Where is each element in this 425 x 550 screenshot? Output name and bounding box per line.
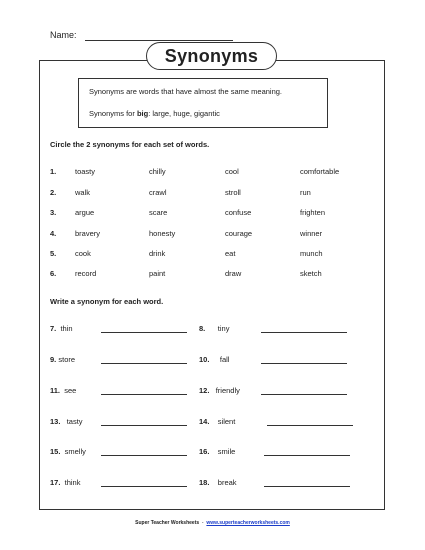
word-set-row (0, 188, 425, 200)
answer-line[interactable] (101, 363, 187, 364)
word-choice[interactable]: stroll (225, 188, 241, 197)
synonym-item (50, 386, 76, 398)
synonym-item (50, 355, 75, 367)
answer-line[interactable] (264, 455, 350, 456)
synonym-item (199, 355, 229, 367)
word-choice[interactable]: confuse (225, 208, 252, 217)
word-choice[interactable]: drink (149, 249, 166, 258)
item-number: 11. (50, 386, 61, 395)
answer-line[interactable] (101, 455, 187, 456)
word-choice[interactable]: munch (300, 249, 323, 258)
item-word: see (64, 386, 77, 395)
example-synonyms: : large, huge, gigantic (148, 109, 220, 118)
word-choice[interactable]: paint (149, 269, 166, 278)
example-word: big (136, 109, 149, 118)
word-choice[interactable]: eat (225, 249, 236, 258)
answer-line[interactable] (101, 486, 187, 487)
word-choice[interactable]: comfortable (300, 167, 340, 176)
answer-line[interactable] (101, 394, 187, 395)
synonym-item (50, 478, 80, 490)
synonym-item (199, 447, 235, 459)
word-choice[interactable]: run (300, 188, 311, 197)
item-word: think (64, 478, 81, 487)
word-set-row (0, 208, 425, 220)
word-choice[interactable]: sketch (300, 269, 322, 278)
answer-line[interactable] (267, 425, 353, 426)
answer-line[interactable] (264, 486, 350, 487)
word-set-row (0, 167, 425, 179)
synonym-item (199, 324, 229, 336)
word-choice[interactable]: frighten (300, 208, 326, 217)
item-number: 13. (50, 417, 61, 426)
synonym-item (50, 447, 86, 459)
item-word: thin (60, 324, 73, 333)
row-number: 2. (50, 188, 57, 197)
synonym-item (199, 478, 237, 490)
name-field[interactable] (85, 40, 233, 41)
footer (0, 520, 425, 526)
item-word: smile (217, 447, 236, 456)
word-choice[interactable]: courage (225, 229, 253, 238)
word-choice[interactable]: scare (149, 208, 168, 217)
word-set-row (0, 249, 425, 261)
part1-instruction: Circle the 2 synonyms for each set of words. (50, 140, 210, 149)
word-choice[interactable]: draw (225, 269, 242, 278)
row-number: 6. (50, 269, 57, 278)
item-word: tiny (217, 324, 230, 333)
word-choice[interactable]: argue (75, 208, 95, 217)
row-number: 3. (50, 208, 57, 217)
item-word: smelly (64, 447, 86, 456)
answer-line[interactable] (261, 332, 347, 333)
word-choice[interactable]: walk (75, 188, 91, 197)
row-number: 1. (50, 167, 57, 176)
word-choice[interactable]: crawl (149, 188, 167, 197)
synonym-item (50, 417, 83, 429)
answer-line[interactable] (261, 363, 347, 364)
item-number: 18. (199, 478, 210, 487)
answer-line[interactable] (261, 394, 347, 395)
footer-brand: Super Teacher Worksheets (135, 520, 200, 526)
row-number: 4. (50, 229, 57, 238)
item-number: 10. (199, 355, 210, 364)
item-word: fall (219, 355, 230, 364)
item-number: 12. (199, 386, 210, 395)
word-choice[interactable]: cook (75, 249, 91, 258)
word-choice[interactable]: honesty (149, 229, 176, 238)
word-choice[interactable]: record (75, 269, 97, 278)
item-number: 15. (50, 447, 61, 456)
definition-text: Synonyms are words that have almost the same meaning. (89, 87, 283, 96)
word-choice[interactable]: chilly (149, 167, 166, 176)
item-number: 8. (199, 324, 206, 333)
answer-line[interactable] (101, 425, 187, 426)
word-choice[interactable]: bravery (75, 229, 101, 238)
item-number: 14. (199, 417, 210, 426)
item-number: 17. (50, 478, 61, 487)
synonym-item (199, 417, 235, 429)
item-word: store (58, 355, 76, 364)
part2-instruction: Write a synonym for each word. (50, 297, 164, 306)
item-word: silent (217, 417, 236, 426)
item-word: friendly (215, 386, 240, 395)
footer-link[interactable]: www.superteacherworksheets.com (206, 520, 290, 526)
answer-line[interactable] (101, 332, 187, 333)
item-number: 9. (50, 355, 57, 364)
name-label: Name: (50, 30, 77, 40)
word-choice[interactable]: cool (225, 167, 239, 176)
word-set-row (0, 229, 425, 241)
word-choice[interactable]: winner (300, 229, 323, 238)
item-number: 16. (199, 447, 210, 456)
example-text (89, 109, 220, 118)
footer-separator: - (199, 520, 207, 526)
item-word: break (217, 478, 237, 487)
item-word: tasty (66, 417, 83, 426)
word-set-row (0, 269, 425, 281)
synonym-item (199, 386, 240, 398)
word-choice[interactable]: toasty (75, 167, 96, 176)
definition-box (78, 78, 328, 128)
synonym-item (50, 324, 73, 336)
worksheet-title: Synonyms (146, 42, 277, 70)
example-prefix: Synonyms for (89, 109, 137, 118)
row-number: 5. (50, 249, 57, 258)
item-number: 7. (50, 324, 57, 333)
